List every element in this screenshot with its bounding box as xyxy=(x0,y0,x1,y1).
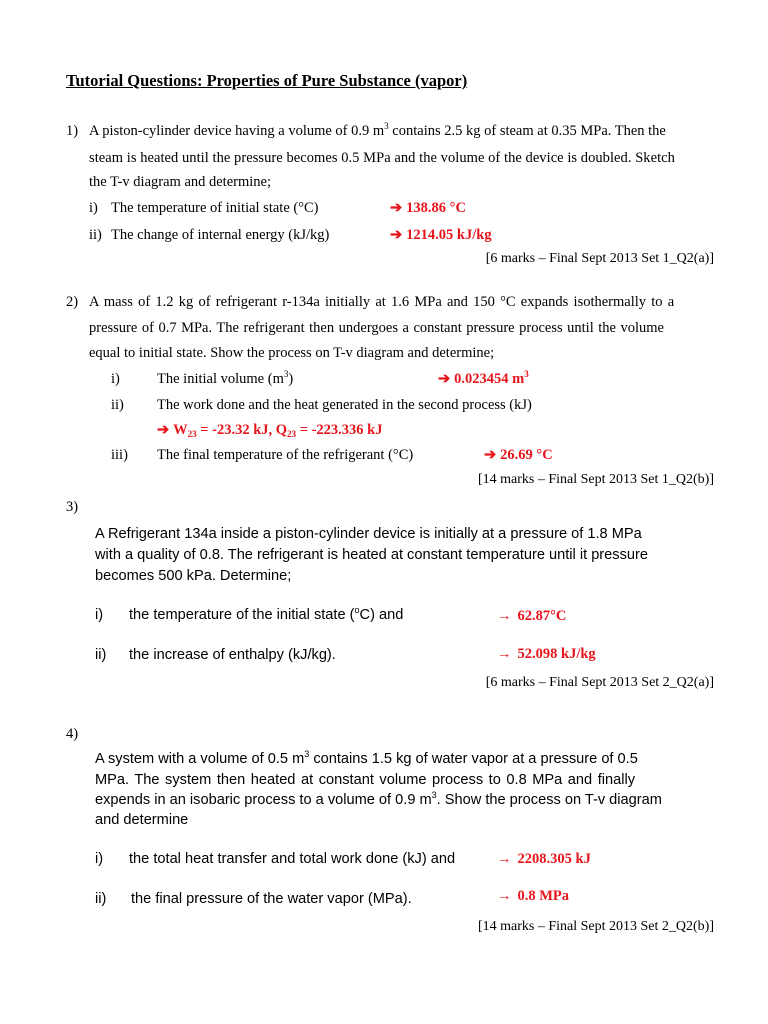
q3-line-1: A Refrigerant 134a inside a piston-cylinder device is initially at a pressure of 1.8 MPa xyxy=(95,526,642,542)
q1-marks: [6 marks – Final Sept 2013 Set 1_Q2(a)] xyxy=(485,251,714,266)
q4-line-2: MPa. The system then heated at constant volume process to 0.8 MPa and finally xyxy=(95,772,636,788)
q2-line-1: A mass of 1.2 kg of refrigerant r-134a initially at 1.6 MPa and 150 °C expands isothermally to a xyxy=(89,294,675,310)
q3-number: 3) xyxy=(66,499,79,515)
q2-line-3: equal to initial state. Show the process on T-v diagram and determine; xyxy=(89,345,495,361)
q4-item-i-number: i) xyxy=(95,851,104,867)
q1-item-i-answer: ➔ 138.86 °C xyxy=(390,200,466,216)
arrow-right-icon: ➔ xyxy=(438,371,451,387)
q3-line-2: with a quality of 0.8. The refrigerant is heated at constant temperature until it pressure xyxy=(95,547,648,563)
q2-item-i-answer: ➔ 0.023454 $m^3$ xyxy=(438,369,529,387)
q1-item-ii-number: ii) xyxy=(89,227,102,243)
q1-item-ii-text: The change of internal energy (kJ/kg) xyxy=(111,227,330,243)
q1-line-2: steam is heated until the pressure becomes 0.5 MPa and the volume of the device is doubled. Sketch xyxy=(89,150,675,166)
arrow-right-icon: ➔ xyxy=(484,447,497,463)
q3-item-i-answer: → 62.87°C xyxy=(497,608,567,624)
page-title: Tutorial Questions: Properties of Pure Substance (vapor) xyxy=(66,71,468,90)
q4-item-i-answer: → 2208.305 kJ xyxy=(497,851,591,867)
q3-item-ii-answer: → 52.098 kJ/kg xyxy=(497,646,596,662)
q4-item-ii-answer: → 0.8 MPa xyxy=(497,888,570,904)
q4-number: 4) xyxy=(66,726,79,742)
q1-number: 1) xyxy=(66,123,79,139)
q4-item-i-text: the total heat transfer and total work done (kJ) and xyxy=(129,851,456,867)
q1-item-i-number: i) xyxy=(89,200,98,216)
q4-item-ii-text: the final pressure of the water vapor (MPa). xyxy=(131,891,412,907)
arrow-right-icon: ➔ xyxy=(157,422,170,438)
q1-item-i-text: The temperature of initial state (°C) xyxy=(111,200,319,216)
q2-item-iii-answer: ➔ 26.69 °C xyxy=(484,447,553,463)
q1-line-3: the T-v diagram and determine; xyxy=(89,174,272,190)
q2-item-ii-answer: ➔ $W_{23} = -23.32$ kJ, $Q_{23} = -223.336$ kJ xyxy=(157,422,383,439)
q2-number: 2) xyxy=(66,294,79,310)
arrow-right-icon: ➔ xyxy=(390,200,403,216)
q3-item-ii-text: the increase of enthalpy (kJ/kg). xyxy=(129,647,336,663)
q1-item-ii-answer: ➔ 1214.05 kJ/kg xyxy=(390,227,492,243)
q2-item-iii-number: iii) xyxy=(111,447,128,463)
q4-line-4: and determine xyxy=(95,812,189,828)
q4-item-ii-number: ii) xyxy=(95,891,107,907)
arrow-right-icon: → xyxy=(497,608,512,624)
q3-line-3: becomes 500 kPa. Determine; xyxy=(95,568,292,584)
q3-marks: [6 marks – Final Sept 2013 Set 2_Q2(a)] xyxy=(485,675,714,690)
q2-line-2: pressure of 0.7 MPa. The refrigerant then undergoes a constant pressure process until the volume xyxy=(89,320,664,336)
q3-item-ii-number: ii) xyxy=(95,647,107,663)
q4-line-3: expends in an isobaric process to a volume of 0.9 $m^3$. Show the process on T-v diagram xyxy=(95,790,662,808)
q2-item-iii-text: The final temperature of the refrigerant (°C) xyxy=(157,447,414,463)
q2-item-ii-number: ii) xyxy=(111,397,124,413)
q4-marks: [14 marks – Final Sept 2013 Set 2_Q2(b)] xyxy=(477,919,714,934)
q3-item-i-text: the temperature of the initial state ($^o$C) and xyxy=(129,605,404,623)
arrow-right-icon: ➔ xyxy=(390,227,403,243)
q2-item-i-number: i) xyxy=(111,371,120,387)
q2-item-i-text: The initial volume $(m^3)$ xyxy=(157,369,294,387)
q3-item-i-number: i) xyxy=(95,607,104,623)
arrow-right-icon: → xyxy=(497,646,512,662)
q2-marks: [14 marks – Final Sept 2013 Set 1_Q2(b)] xyxy=(477,472,714,487)
arrow-right-icon: → xyxy=(497,888,512,904)
q2-item-ii-text: The work done and the heat generated in the second process (kJ) xyxy=(157,397,532,413)
q1-line-1: A piston-cylinder device having a volume of 0.9 $m^3$ contains 2.5 kg of steam at 0.35 MPa. Then the xyxy=(89,121,666,139)
q4-line-1: A system with a volume of 0.5 $m^3$ contains 1.5 kg of water vapor at a pressure of 0.5 xyxy=(95,749,638,767)
arrow-right-icon: → xyxy=(497,851,512,867)
